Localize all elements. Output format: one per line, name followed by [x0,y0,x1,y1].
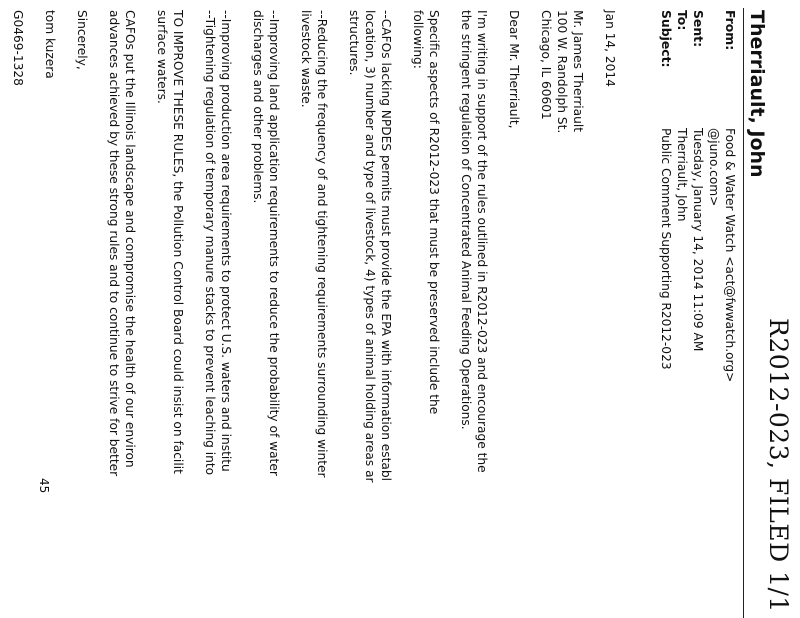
address-line-3: Chicago, IL 60601 [539,10,553,120]
from-label: From: [723,10,738,51]
sender-heading: Therriault, John [746,10,768,178]
para-7-line-2: surface waters. [155,10,169,104]
to-value: Therriault, John [675,128,689,222]
heading-divider [743,8,744,618]
para-6-line-1: --Improving production area requirements to protect U.S. waters and institu [219,10,233,472]
signature: tom kuzera [43,10,57,79]
para-1-line-1: I'm writing in support of the rules outlined in R2012-023 and encourage the [475,10,489,473]
closing: Sincerely, [75,10,89,70]
subject-value: Public Comment Supporting R2012-023 [659,128,673,370]
para-6-line-2: --Tightening regulation of temporary manure stacks to prevent leaching into [203,10,217,476]
document-id: G0469-1328 [11,10,25,86]
para-3-line-2: location, 3) number and type of livestock, 4) types of animal holding areas ar [363,10,377,483]
page-number: 45 [37,478,51,494]
address-line-1: Mr. James Therriault [571,10,585,133]
para-8-line-2: advances achieved by these strong rules and to continue to strive for better [107,10,121,477]
para-8-line-1: CAFOs put the Illinois landscape and compromise the health of our environ [123,10,137,468]
para-2-line-1: Specific aspects of R2012-023 that must be preserved include the [427,10,441,415]
from-value-line1: Food & Water Watch <act@fwwatch.org> [723,128,737,383]
para-3-line-1: --CAFOs lacking NPDES permits must provide the EPA with information establ [379,10,393,482]
sent-value: Tuesday, January 14, 2014 11:09 AM [691,128,705,352]
para-5-line-1: --Improving land application requirements to reduce the probability of water [267,10,281,476]
from-value-line2: @juno.com> [707,128,721,207]
para-4-line-2: livestock waste. [299,10,313,108]
sent-label: Sent: [691,10,706,48]
subject-label: Subject: [659,10,674,68]
address-line-2: 100 W. Randolph St. [555,10,569,134]
para-2-line-2: following: [411,10,425,69]
to-label: To: [675,10,690,31]
letter-date: Jan 14, 2014 [603,10,617,87]
para-3-line-3: structures. [347,10,361,76]
salutation: Dear Mr. Therriault, [507,10,521,129]
para-7-line-1: TO IMPROVE THESE RULES, the Pollution Control Board could insist on facilit [171,10,185,474]
para-5-line-2: discharges and other problems. [251,10,265,204]
para-4-line-1: --Reducing the frequency of and tightening requirements surrounding winter [315,10,329,478]
filing-stamp: R2012-023, FILED 1/1 [764,318,793,613]
para-1-line-2: the stringent regulation of Concentrated Animal Feeding Operations. [459,10,473,430]
